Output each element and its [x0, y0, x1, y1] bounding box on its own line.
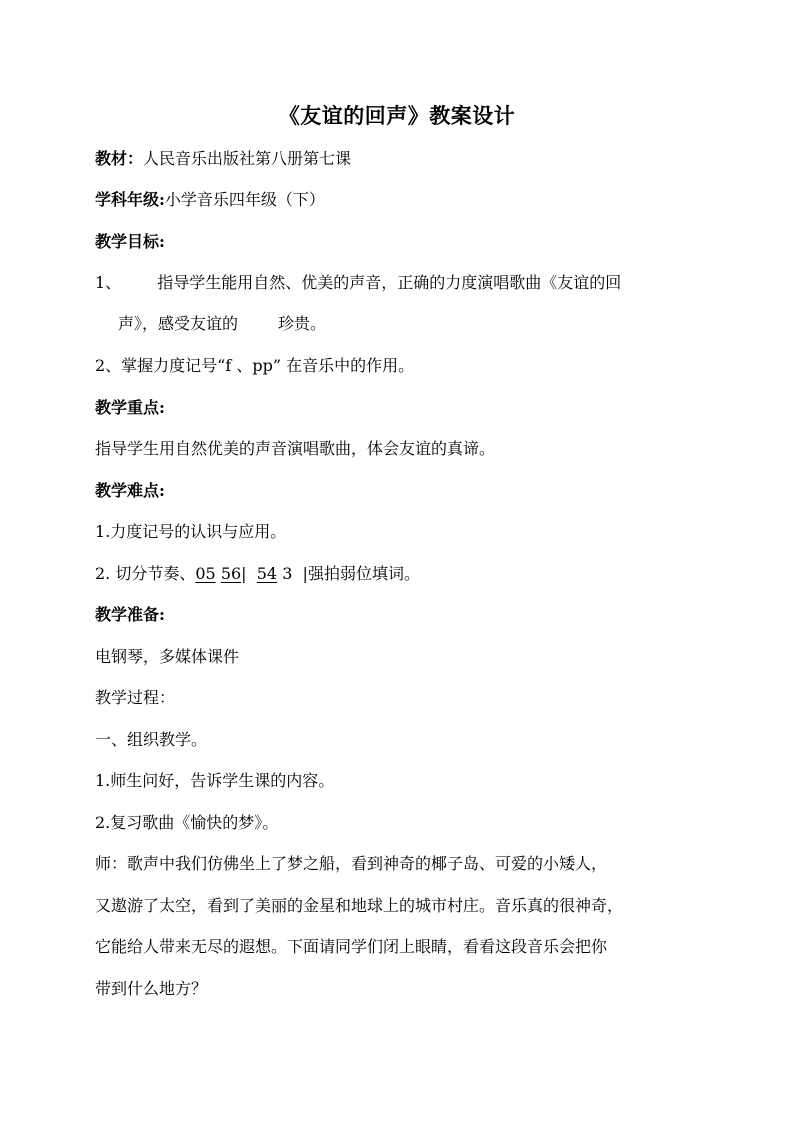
difficulty-2 — [95, 563, 420, 585]
process-heading: 教学过程： — [95, 688, 176, 707]
rhythm-notation-d: 3 — [282, 564, 293, 583]
objective-1-text-cont-a: 声》，感受友谊的 — [118, 314, 239, 333]
objective-1-text: 指导学生能用自然、优美的声音，正确的力度演唱歌曲《友谊的回 — [157, 273, 622, 292]
objective-1-text-cont-b: 珍贵。 — [278, 314, 327, 333]
process-section-1: 一、组织教学。 — [95, 730, 208, 749]
difficulty-2-prefix: 2. 切分节奏、 — [95, 564, 196, 583]
textbook-value: 人民音乐出版社第八册第七课 — [143, 149, 352, 168]
objective-1-number: 1、 — [95, 273, 122, 292]
rhythm-notation-c: 54 — [256, 564, 278, 583]
objective-1-line1 — [95, 272, 621, 294]
teacher-paragraph-line4: 带到什么地方？ — [95, 979, 208, 998]
grade-label: 学科年级: — [95, 190, 165, 209]
process-step-2: 2.复习歌曲《愉快的梦》。 — [95, 813, 279, 832]
difficulties-heading: 教学难点: — [95, 481, 165, 500]
objectives-heading: 教学目标: — [95, 232, 165, 251]
rhythm-barline-1: | — [241, 564, 247, 583]
preparation-heading: 教学准备: — [95, 605, 165, 624]
document-title: 《友谊的回声》教案设计 — [278, 103, 516, 128]
preparation-text: 电钢琴，多媒体课件 — [95, 647, 240, 666]
teacher-paragraph-line2: 又遨游了太空，看到了美丽的金星和地球上的城市村庄。音乐真的很神奇， — [95, 896, 624, 915]
textbook-line — [95, 148, 351, 170]
grade-value: 小学音乐四年级（下） — [164, 190, 325, 209]
key-points-text: 指导学生用自然优美的声音演唱歌曲，体会友谊的真谛。 — [95, 439, 496, 458]
teacher-paragraph-line3: 它能给人带来无尽的遐想。下面请同学们闭上眼睛，看看这段音乐会把你 — [95, 937, 608, 956]
rhythm-notation-a: 05 — [195, 564, 216, 583]
rhythm-notation-b: 56 — [220, 564, 242, 583]
grade-line — [95, 189, 325, 211]
key-points-heading: 教学重点: — [95, 398, 165, 417]
teacher-paragraph-line1: 师：歌声中我们仿佛坐上了梦之船，看到神奇的椰子岛、可爱的小矮人， — [95, 854, 608, 873]
difficulty-1: 1.力度记号的认识与应用。 — [95, 522, 287, 541]
objective-1-line2 — [118, 313, 326, 335]
difficulty-2-suffix: 强拍弱位填词。 — [307, 564, 420, 583]
objective-2: 2、掌握力度记号“f 、pp” 在音乐中的作用。 — [95, 356, 415, 375]
textbook-label: 教材： — [95, 149, 144, 168]
process-step-1: 1.师生问好，告诉学生课的内容。 — [95, 771, 335, 790]
rhythm-barline-2: | — [302, 564, 308, 583]
